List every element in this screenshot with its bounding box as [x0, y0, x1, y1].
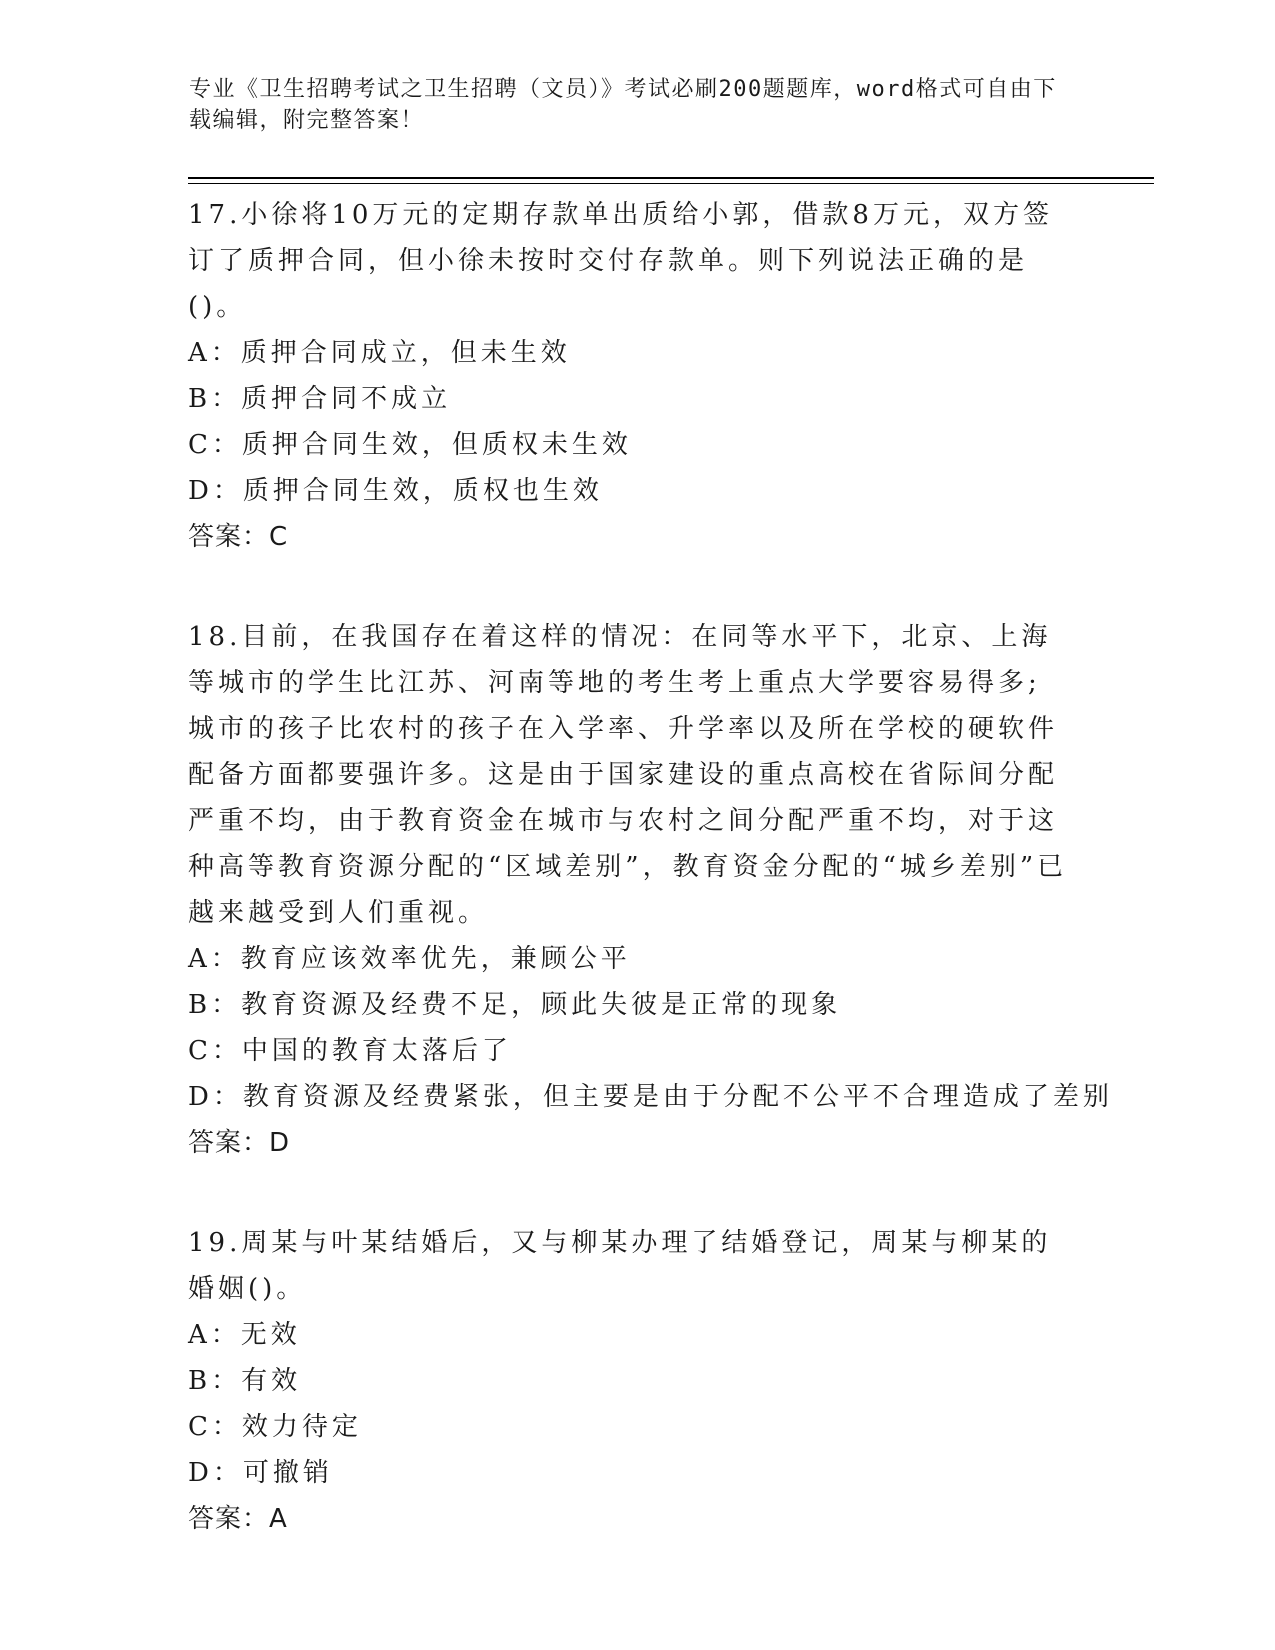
option-c: C：中国的教育太落后了: [188, 1036, 512, 1066]
option-d: D：可撤销: [188, 1458, 333, 1488]
question-19: [188, 1220, 1088, 1542]
question-stem: 18.目前，在我国存在着这样的情况：在同等水平下，北京、上海等城市的学生比江苏、河南等地的考生考上重点大学要容易得多;城市的孩子比农村的孩子在入学率、升学率以及所在学校的硬软件配备方面都要强许多。这是由于国家建设的重点高校在省际间分配严重不均，由于教育资金在城市与农村之间分配严重不均，对于这种高等教育资源分配的“区域差别”，教育资金分配的“城乡差别”已越来越受到人们重视。: [188, 622, 1068, 928]
answer-line: 答案：D: [188, 1128, 291, 1158]
question-stem: 17.小徐将10万元的定期存款单出质给小郭，借款8万元，双方签订了质押合同，但小徐未按时交付存款单。则下列说法正确的是()。: [188, 200, 1053, 322]
spacer: [188, 560, 1088, 614]
option-d: D：教育资源及经费紧张，但主要是由于分配不公平不合理造成了差别: [188, 1082, 1113, 1112]
page-header: 专业《卫生招聘考试之卫生招聘（文员）》考试必刷200题题库，word格式可自由下载编辑，附完整答案！: [189, 77, 1057, 133]
spacer: [188, 1166, 1088, 1220]
header-divider-thick: [188, 177, 1154, 179]
answer-line: 答案：C: [188, 522, 289, 552]
option-c: C：质押合同生效，但质权未生效: [188, 430, 632, 460]
option-a: A：质押合同成立，但未生效: [188, 338, 571, 368]
option-d: D：质押合同生效，质权也生效: [188, 476, 603, 506]
option-c: C：效力待定: [188, 1412, 362, 1442]
option-a: A：教育应该效率优先，兼顾公平: [188, 944, 631, 974]
question-stem: 19.周某与叶某结婚后，又与柳某办理了结婚登记，周某与柳某的婚姻()。: [188, 1228, 1052, 1304]
option-b: B：有效: [188, 1366, 302, 1396]
header-divider-thin: [188, 183, 1154, 184]
question-17: [188, 192, 1088, 560]
question-18: [188, 614, 1113, 1166]
option-b: B：质押合同不成立: [188, 384, 452, 414]
option-a: A：无效: [188, 1320, 301, 1350]
option-b: B：教育资源及经费不足，顾此失彼是正常的现象: [188, 990, 842, 1020]
answer-line: 答案：A: [188, 1504, 288, 1534]
question-list: [188, 192, 1113, 1542]
